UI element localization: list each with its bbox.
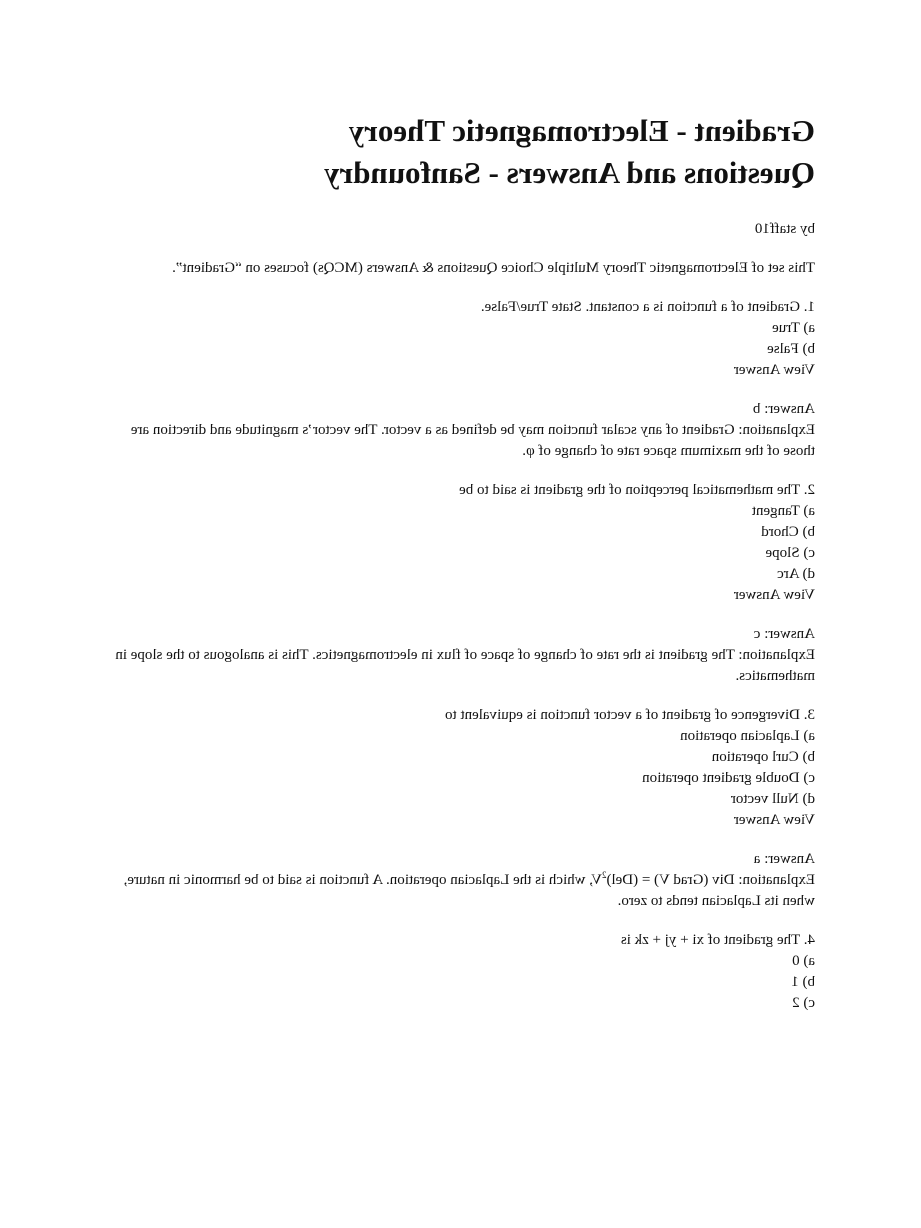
- spacer: [103, 687, 815, 705]
- spacer: [103, 381, 815, 399]
- question-4: [103, 930, 815, 1014]
- byline: by staff10: [754, 221, 815, 237]
- spacer: [103, 912, 815, 930]
- question-text: 1. Gradient of a function is a constant. State True/False.: [480, 299, 815, 315]
- option-b: b) False: [767, 341, 815, 357]
- option-a: a) Laplacian operation: [680, 728, 815, 744]
- explanation-post: V, which is the Laplacian operation. A function is said to be harmonic in nature, when its Laplacian tends to zero.: [123, 872, 815, 909]
- explanation-pre: Explanation: Div (Grad V) = (Del): [606, 872, 815, 888]
- spacer: [103, 831, 815, 849]
- answer-text: Answer: c: [753, 626, 815, 642]
- page-title: [103, 110, 815, 194]
- title-line-1: Gradient - Electromagnetic Theory: [348, 113, 815, 148]
- option-b: b) 1: [791, 974, 815, 990]
- question-3: [103, 705, 815, 930]
- view-answer-link[interactable]: View Answer: [733, 587, 815, 603]
- spacer: [103, 606, 815, 624]
- option-c: c) Slope: [765, 545, 815, 561]
- document-content: [103, 110, 815, 1014]
- question-2: [103, 480, 815, 705]
- view-answer-link[interactable]: View Answer: [733, 362, 815, 378]
- option-c: c) Double gradient operation: [642, 770, 815, 786]
- intro-paragraph: This set of Electromagnetic Theory Multiple Choice Questions & Answers (MCQs) focuses on “Gradient”.: [172, 260, 815, 276]
- question-text: 4. The gradient of xi + yj + zk is: [620, 932, 815, 948]
- option-a: a) True: [772, 320, 815, 336]
- title-line-2: Questions and Answers - Sanfoundry: [324, 155, 815, 190]
- question-text: 2. The mathematical perception of the gradient is said to be: [459, 482, 815, 498]
- answer-text: Answer: b: [752, 401, 815, 417]
- option-a: a) Tangent: [751, 503, 815, 519]
- view-answer-link[interactable]: View Answer: [733, 812, 815, 828]
- explanation-text: Explanation: Gradient of any scalar function may be defined as a vector. The vector’s magnitude and direction are those of the maximum space rate of change of φ.: [130, 422, 815, 459]
- option-d: d) Null vector: [730, 791, 815, 807]
- superscript-exponent: 2: [601, 870, 607, 880]
- option-b: b) Chord: [761, 524, 815, 540]
- explanation-text: Explanation: The gradient is the rate of change of space of flux in electromagnetics. This is analogous to the slope in mathematics.: [115, 647, 815, 684]
- question-1: [103, 297, 815, 480]
- spacer: [103, 462, 815, 480]
- explanation-text: [103, 870, 815, 912]
- option-d: d) Arc: [777, 566, 815, 582]
- option-b: b) Curl operation: [711, 749, 815, 765]
- question-text: 3. Divergence of gradient of a vector function is equivalent to: [444, 707, 815, 723]
- option-c: c) 2: [792, 995, 815, 1011]
- option-a: a) 0: [792, 953, 815, 969]
- answer-text: Answer: a: [753, 851, 815, 867]
